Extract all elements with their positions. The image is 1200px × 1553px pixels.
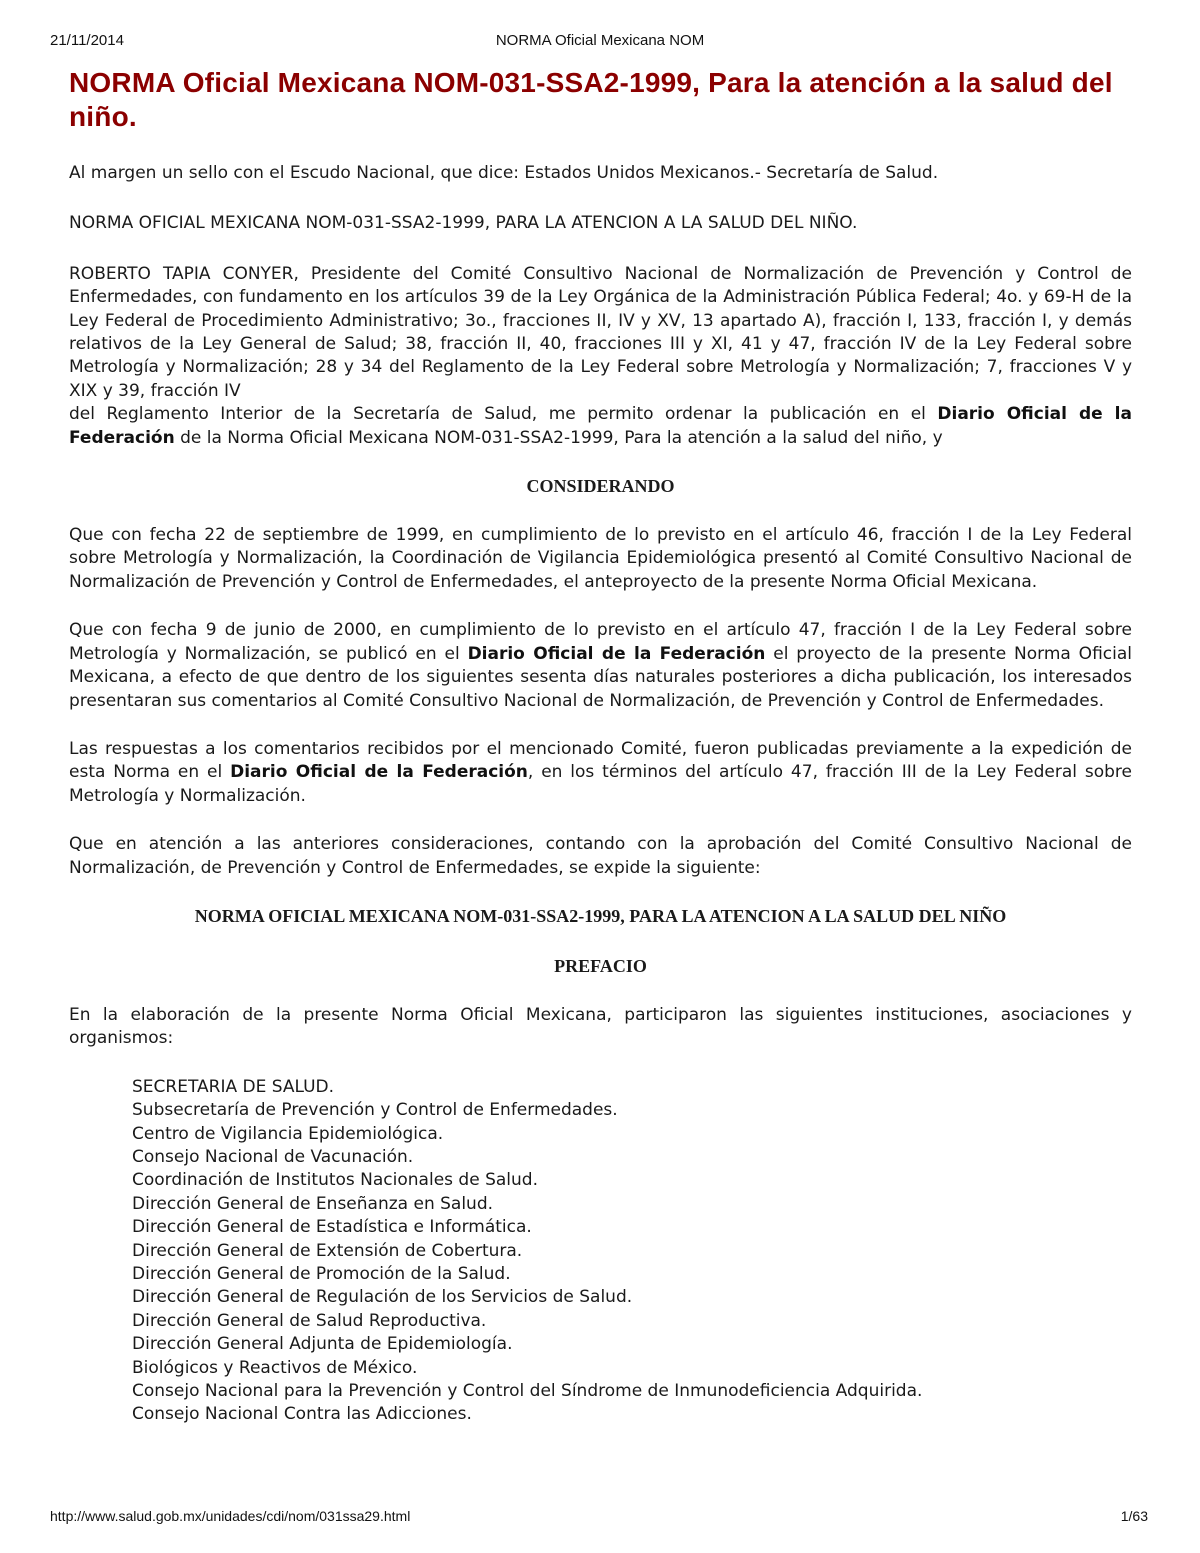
- heading-considerando: CONSIDERANDO: [526, 476, 675, 497]
- text-segment: del Reglamento Interior de la Secretaría de Salud, me permito ordenar la publicación en el: [69, 404, 938, 425]
- diario-oficial-bold: Diario Oficial de la Federación: [467, 643, 766, 664]
- organization-item: Dirección General de Extensión de Cobertura.: [132, 1240, 523, 1261]
- organization-item: Consejo Nacional para la Prevención y Control del Síndrome de Inmunodeficiencia Adquirida.: [132, 1381, 923, 1402]
- diario-oficial-bold: Diario Oficial de la Federación: [69, 404, 1132, 448]
- text-segment: el proyecto de la presente Norma Oficial Mexicana, a efecto de que dentro de los siguientes sesenta días naturales posteriores a dicha publicación, los interesados presentaran sus comentarios al Comité Consultivo Nacional de Normalización, de Prevención y Control de Enfermedades.: [69, 643, 1132, 711]
- print-date: 21/11/2014: [50, 32, 124, 49]
- organization-item: Centro de Vigilancia Epidemiológica.: [132, 1123, 444, 1144]
- organization-item: Dirección General de Enseñanza en Salud.: [132, 1193, 494, 1214]
- organization-list: [69, 1076, 1132, 1427]
- organization-item: Dirección General de Regulación de los Servicios de Salud.: [132, 1287, 633, 1308]
- paragraph-publicacion: [69, 403, 1132, 450]
- text-segment: Que con fecha 9 de junio de 2000, en cumplimiento de lo previsto en el artículo 47, fracción I de la Ley Federal sobre Metrología y Normalización, se publicó en el: [69, 620, 1132, 664]
- source-url: http://www.salud.gob.mx/unidades/cdi/nom/031ssa29.html: [50, 1508, 411, 1524]
- diario-oficial-bold: Diario Oficial de la Federación: [230, 762, 528, 783]
- organization-item: Dirección General de Promoción de la Salud.: [132, 1264, 511, 1284]
- organization-item: Dirección General de Estadística e Informática.: [132, 1217, 532, 1238]
- organization-item: Consejo Nacional Contra las Adicciones.: [132, 1404, 472, 1425]
- heading-norma: NORMA OFICIAL MEXICANA NOM-031-SSA2-1999, PARA LA ATENCION A LA SALUD DEL NIÑO: [194, 905, 1007, 926]
- paragraph-considerando-1: Que con fecha 22 de septiembre de 1999, en cumplimiento de lo previsto en el artículo 46, fracción I de la Ley Federal sobre Metrología y Normalización, la Coordinación de Vigilancia Epidemiológica presentó al Comité Consultivo Nacional de Normalización de Prevención y Control de Enfermedades, el anteproyecto de la presente Norma Oficial Mexicana.: [69, 525, 1132, 592]
- organization-item: Biológicos y Reactivos de México.: [132, 1357, 418, 1378]
- paragraph-norma-caps: NORMA OFICIAL MEXICANA NOM-031-SSA2-1999, PARA LA ATENCION A LA SALUD DEL NIÑO.: [69, 213, 858, 234]
- heading-prefacio: PREFACIO: [554, 955, 647, 976]
- print-page-title: NORMA Oficial Mexicana NOM: [495, 32, 705, 49]
- organization-item: Consejo Nacional de Vacunación.: [132, 1146, 414, 1167]
- text-segment: de la Norma Oficial Mexicana NOM-031-SSA2-1999, Para la atención a la salud del niño, y: [174, 427, 943, 448]
- text-segment: Las respuestas a los comentarios recibidos por el mencionado Comité, fueron publicadas previamente a la expedición de esta Norma en el: [69, 738, 1132, 783]
- organization-item: Coordinación de Institutos Nacionales de Salud.: [132, 1170, 538, 1191]
- page-number: 1/63: [1120, 1508, 1148, 1524]
- organization-item: Subsecretaría de Prevención y Control de Enfermedades.: [132, 1100, 618, 1121]
- paragraph-considerando-3: [69, 738, 1132, 808]
- document-body: [69, 66, 1132, 1427]
- organization-item: Dirección General de Salud Reproductiva.: [132, 1310, 487, 1331]
- print-header: [0, 0, 1200, 60]
- paragraph-considerando-2: [69, 619, 1132, 713]
- print-footer: [0, 1500, 1200, 1553]
- text-segment: , en los términos del artículo 47, fracción III de la Ley Federal sobre Metrología y Normalización.: [69, 762, 1133, 806]
- paragraph-fundamento: ROBERTO TAPIA CONYER, Presidente del Comité Consultivo Nacional de Normalización de Prevención y Control de Enfermedades, con fundamento en los artículos 39 de la Ley Orgánica de la Administración Pública Federal; 4o. y 69-H de la Ley Federal de Procedimiento Administrativo; 3o., fracciones II, IV y XV, 13 apartado A), fracción I, 133, fracción I, y demás relativos de la Ley General de Salud; 38, fracción II, 40, fracciones III y XI, 41 y 47, fracción IV de la Ley Federal sobre Metrología y Normalización; 28 y 34 del Reglamento de la Ley Federal sobre Metrología y Normalización; 7, fracciones V y XIX y 39, fracción IV: [69, 263, 1132, 401]
- organization-item: SECRETARIA DE SALUD.: [132, 1076, 335, 1097]
- paragraph-seal: Al margen un sello con el Escudo Nacional, que dice: Estados Unidos Mexicanos.- Secretaría de Salud.: [69, 163, 939, 183]
- paragraph-prefacio: En la elaboración de la presente Norma Oficial Mexicana, participaron las siguientes instituciones, asociaciones y organismos:: [69, 1004, 1132, 1049]
- organization-item: Dirección General Adjunta de Epidemiología.: [132, 1334, 513, 1355]
- paragraph-considerando-4: Que en atención a las anteriores consideraciones, contando con la aprobación del Comité Consultivo Nacional de Normalización, de Prevención y Control de Enfermedades, se expide la siguiente:: [69, 834, 1132, 878]
- document-title: NORMA Oficial Mexicana NOM-031-SSA2-1999, Para la atención a la salud del niño.: [69, 67, 1113, 132]
